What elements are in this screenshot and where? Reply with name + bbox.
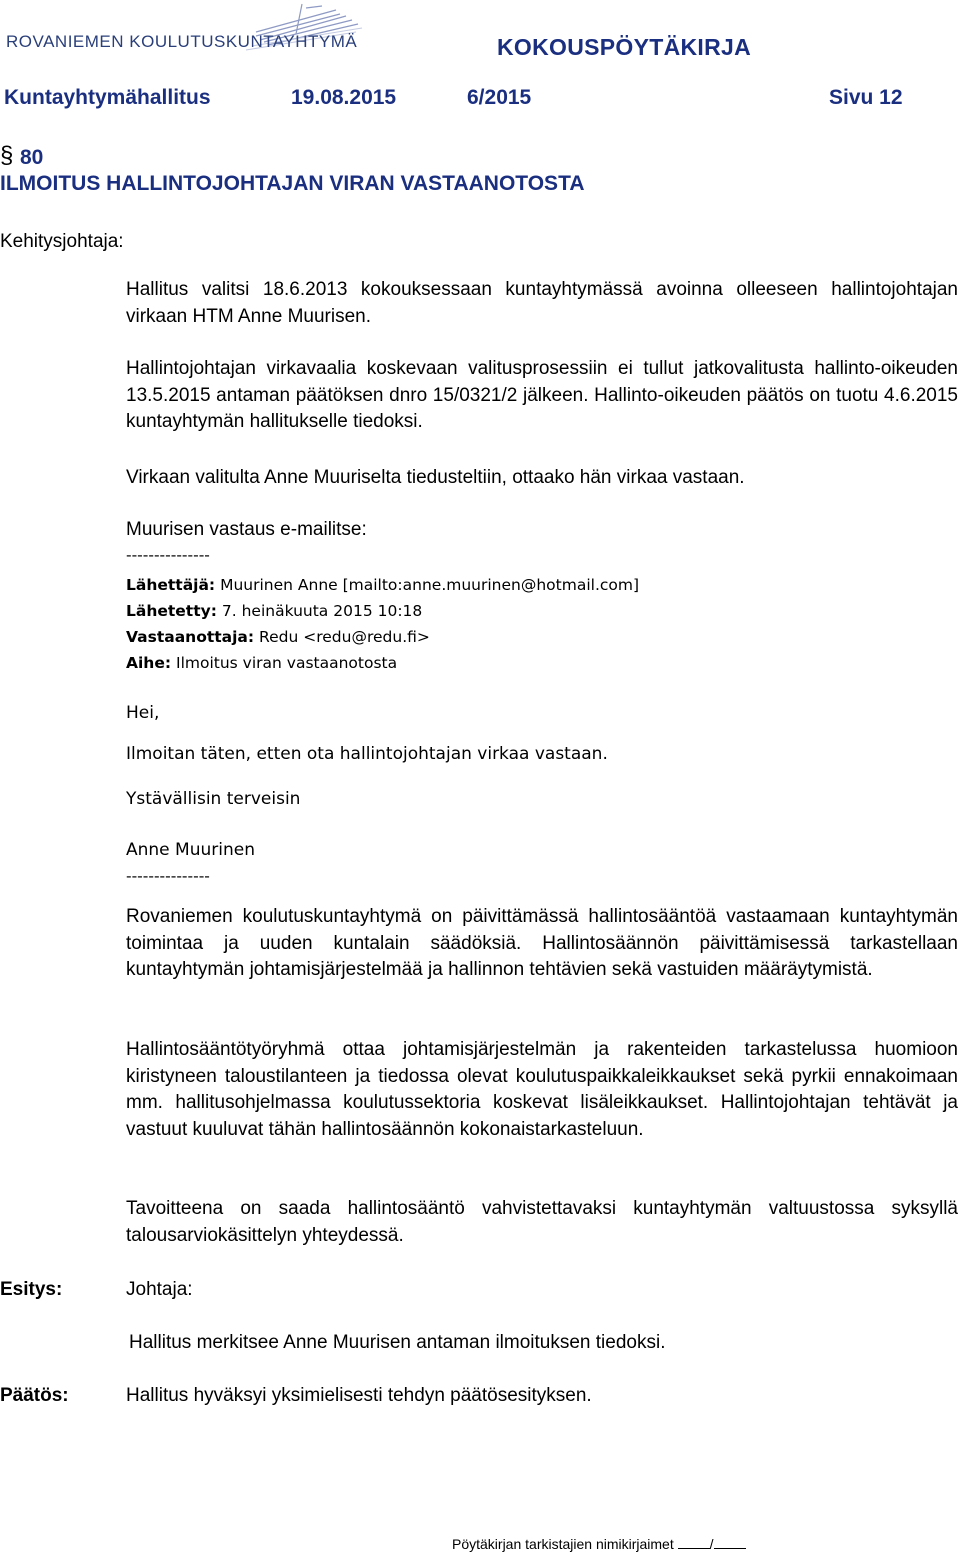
initials-blank[interactable] (678, 1536, 710, 1549)
section-symbol: § (0, 142, 14, 169)
email-separator: --------------- (126, 546, 210, 564)
proposal-label: Esitys: (0, 1279, 63, 1300)
section-number: 80 (20, 146, 44, 169)
email-separator-end: --------------- (126, 867, 210, 885)
paragraph: Tavoitteena on saada hallintosääntö vahvistettavaksi kuntayhtymän valtuustossa syksyllä talousarviokäsittelyn yhteydessä. (126, 1198, 958, 1246)
paragraph: Virkaan valitulta Anne Muuriselta tiedusteltiin, ottaako hän virkaa vastaan. (126, 467, 745, 488)
email-from: Lähettäjä: Muurinen Anne [mailto:anne.muurinen@hotmail.com] (126, 576, 640, 594)
logo-text: ROVANIEMEN KOULUTUSKUNTAYHTYMÄ (6, 32, 358, 51)
paragraph: Rovaniemen koulutuskuntayhtymä on päivittämässä hallintosääntöä vastaamaan kuntayhtymän toimintaa ja uuden kuntalain säädöksiä. Hallintosäännön päivittämisessä tarkastellaan kuntayhtymän johtamisjärjestelmää ja hallinnon tehtävien sekä vastuiden määräytymistä. (126, 906, 958, 980)
preparer-label: Kehitysjohtaja: (0, 231, 124, 252)
email-sent: Lähetetty: 7. heinäkuuta 2015 10:18 (126, 602, 423, 620)
paragraph: Hallintojohtajan virkavaalia koskevaan valitusprosessiin ei tullut jatkovalitusta hallinto-oikeuden 13.5.2015 antaman päätöksen dnro 15/0321/2 jälkeen. Hallinto-oikeuden päätös on tuotu 4.6.2015 kuntayhtymän hallitukselle tiedoksi. (126, 358, 958, 432)
meeting-date: 19.08.2015 (291, 86, 397, 109)
email-to: Vastaanottaja: Redu <redu@redu.fi> (126, 628, 430, 646)
page-number: Sivu 12 (829, 86, 903, 109)
organization-logo (6, 2, 366, 62)
paragraph: Hallintosääntötyöryhmä ottaa johtamisjärjestelmän ja rakenteiden tarkastelussa huomioon kiristyneen taloustilanteen ja tiedossa olevat koulutuspaikkaleikkaukset sekä pyrkii ennakoimaan mm. hallitusohjelmassa koulutussektoria koskevat lisäleikkaukset. Hallintojohtajan tehtävät ja vastuut kuuluvat tähän hallintosäännön kokonaistarkasteluun. (126, 1039, 958, 1140)
footer-initials: Pöytäkirjan tarkistajien nimikirjaimet / (452, 1536, 746, 1552)
email-signature: Anne Muurinen (126, 840, 255, 860)
email-subject: Aihe: Ilmoitus viran vastaanotosta (126, 654, 398, 672)
email-closing: Ystävällisin terveisin (126, 789, 301, 809)
initials-blank[interactable] (714, 1536, 746, 1549)
decision-text: Hallitus hyväksyi yksimielisesti tehdyn päätösesityksen. (126, 1385, 592, 1406)
paragraph: Hallitus valitsi 18.6.2013 kokouksessaan kuntayhtymässä avoinna olleeseen hallintojohtajan virkaan HTM Anne Muurisen. (126, 279, 958, 327)
meeting-number: 6/2015 (467, 86, 532, 109)
document-type: KOKOUSPÖYTÄKIRJA (497, 34, 751, 60)
section-title: ILMOITUS HALLINTOJOHTAJAN VIRAN VASTAANOTOSTA (0, 172, 585, 195)
proposal-presenter: Johtaja: (126, 1279, 193, 1300)
email-greeting: Hei, (126, 703, 160, 723)
paragraph: Muurisen vastaus e-mailitse: (126, 519, 367, 540)
decision-label: Päätös: (0, 1385, 69, 1406)
organ-name: Kuntayhtymähallitus (4, 86, 211, 109)
proposal-text: Hallitus merkitsee Anne Muurisen antaman ilmoituksen tiedoksi. (129, 1332, 666, 1353)
email-message: Ilmoitan täten, etten ota hallintojohtajan virkaa vastaan. (126, 744, 608, 764)
